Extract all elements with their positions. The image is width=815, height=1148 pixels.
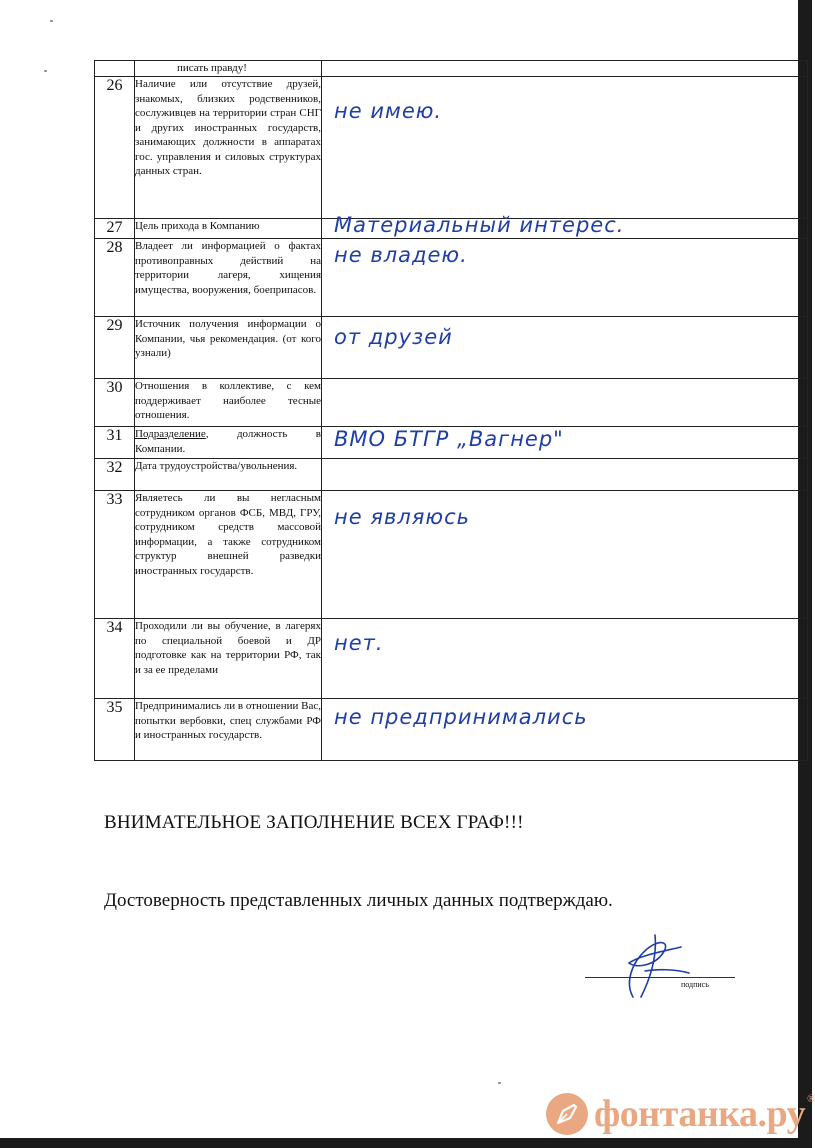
row-question-text: писать правду! — [177, 62, 247, 74]
pen-nib-icon — [546, 1093, 588, 1135]
row-question: Наличие или отсутствие друзей, знакомых, близких родственников, сослуживцев на территории стран СНГ и других иностранных государств, занимающих должности в аппаратах гос. управления и силовых структурах данных стран. — [135, 77, 322, 219]
row-answer — [322, 239, 808, 317]
table-row — [95, 61, 808, 77]
row-answer — [322, 459, 808, 491]
handwritten-answer: не владею. — [334, 243, 468, 267]
row-question: Владеет ли информацией о фактах противоправных действий на территории лагеря, хищения имущества, вооружения, боеприпасов. — [135, 239, 322, 317]
signature-scribble — [585, 925, 745, 1005]
row-answer — [322, 61, 808, 77]
questionnaire-table — [94, 60, 808, 761]
row-question: Источник получения информации о Компании, чья рекомендация. (от кого узнали) — [135, 317, 322, 379]
row-question: Являетесь ли вы негласным сотрудником органов ФСБ, МВД, ГРУ, сотрудником средств массовой информации, а также сотрудником структур внешней разведки иностранных государств. — [135, 491, 322, 619]
scan-speck — [44, 70, 47, 72]
scan-speck — [50, 20, 53, 22]
row-number: 29 — [95, 317, 135, 379]
row-number: 26 — [95, 77, 135, 219]
table-row — [95, 239, 808, 317]
row-question: Дата трудоустройства/увольнения. — [135, 459, 322, 491]
table-row — [95, 699, 808, 761]
row-number: 34 — [95, 619, 135, 699]
scan-speck — [498, 1082, 501, 1084]
table-row — [95, 77, 808, 219]
handwritten-answer: не являюсь — [334, 505, 470, 529]
row-answer — [322, 491, 808, 619]
table-row — [95, 619, 808, 699]
table-row — [95, 459, 808, 491]
fontanka-watermark — [546, 1088, 815, 1140]
signature-label: подпись — [681, 980, 709, 989]
row-question: Проходили ли вы обучение, в лагерях по специальной боевой и ДР подготовке как на территории РФ, так и за ее пределами — [135, 619, 322, 699]
row-question — [135, 61, 322, 77]
table-row — [95, 317, 808, 379]
confirmation-text: Достоверность представленных личных данных подтверждаю. — [104, 890, 613, 911]
row-answer — [322, 379, 808, 427]
registered-mark: ® — [807, 1094, 815, 1105]
row-question: Цель прихода в Компанию — [135, 219, 322, 239]
row-number: 27 — [95, 219, 135, 239]
row-question-underlined: Подразделение — [135, 428, 206, 440]
handwritten-answer: не имею. — [334, 99, 443, 123]
handwritten-answer: не предпринимались — [334, 705, 588, 729]
table-row — [95, 427, 808, 459]
table-row — [95, 379, 808, 427]
row-question — [135, 427, 322, 459]
row-number: 33 — [95, 491, 135, 619]
row-answer — [322, 213, 808, 239]
row-question: Предпринимались ли в отношении Вас, попытки вербовки, спец службами РФ и иностранных государств. — [135, 699, 322, 761]
handwritten-answer: Материальный интерес. — [334, 213, 625, 237]
signature-block — [585, 925, 745, 1005]
row-number — [95, 61, 135, 77]
row-number: 31 — [95, 427, 135, 459]
signature-line — [585, 977, 735, 978]
notice-text: ВНИМАТЕЛЬНОЕ ЗАПОЛНЕНИЕ ВСЕХ ГРАФ!!! — [104, 812, 524, 833]
row-answer — [322, 699, 808, 761]
row-answer — [322, 427, 808, 459]
row-question: Отношения в коллективе, с кем поддерживает наиболее тесные отношения. — [135, 379, 322, 427]
row-question-rest: , должность в Компании. — [135, 428, 321, 455]
table-row — [95, 219, 808, 239]
row-number: 35 — [95, 699, 135, 761]
row-answer — [322, 77, 808, 219]
row-number: 32 — [95, 459, 135, 491]
row-answer — [322, 619, 808, 699]
row-number: 30 — [95, 379, 135, 427]
row-number: 28 — [95, 239, 135, 317]
watermark-text: фонтанка.ру — [594, 1093, 806, 1135]
table-row — [95, 491, 808, 619]
handwritten-answer: нет. — [334, 631, 384, 655]
handwritten-answer: ВМО БТГР „Вагнер" — [334, 427, 564, 451]
row-answer — [322, 317, 808, 379]
handwritten-answer: от друзей — [334, 325, 453, 349]
